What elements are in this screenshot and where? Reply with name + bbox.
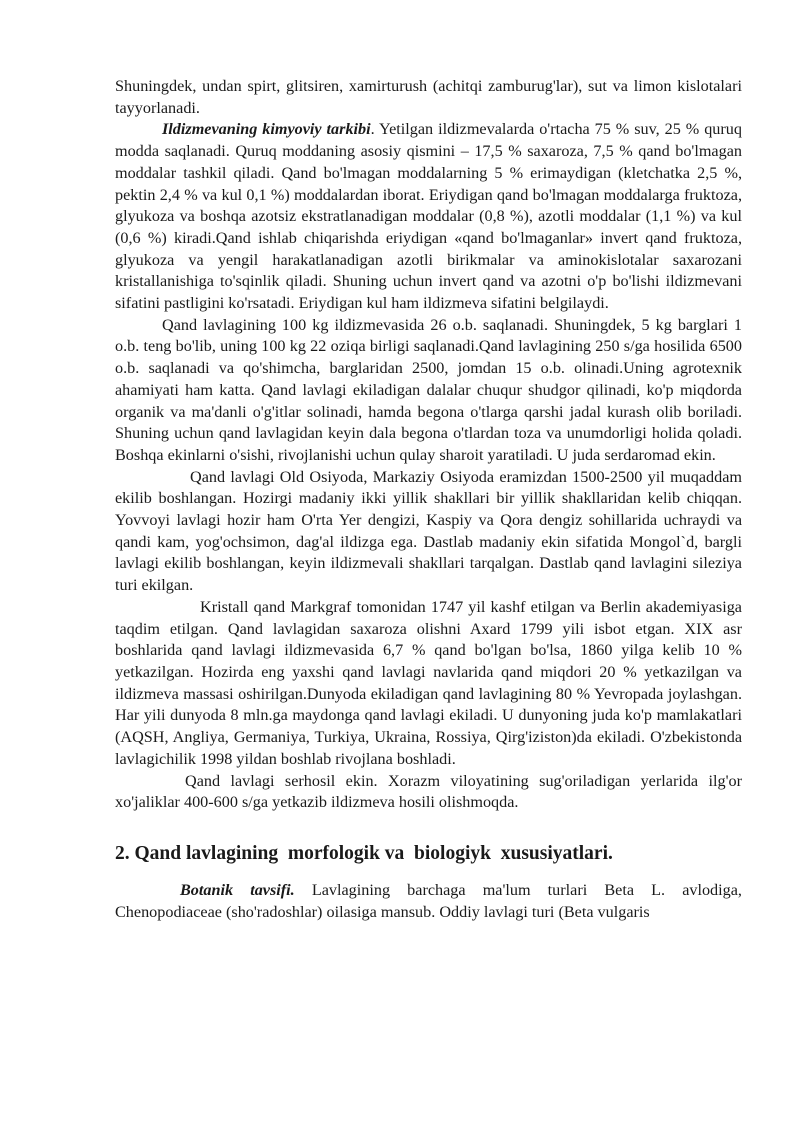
- paragraph-history: Qand lavlagi Old Osiyoda, Markaziy Osiyoda eramizdan 1500-2500 yil muqaddam ekilib boshlangan. Hozirgi madaniy ikki yillik shakllari bir yillik shakllaridan kelib chiqqan. Yovvoyi lavlagi hozir ham O'rta Yer dengizi, Kaspiy va Qora dengiz sohillarida uchraydi va qandi kam, yog'ochsimon, dag'al ildizga ega. Dastlab madaniy ekin sifatida Mongol`d, bargli lavlagi ekilib boshlangan, keyin ildizmevali shakllari tarqalgan. Dastlab qand lavlagini sileziya turi ekilgan.: [115, 467, 742, 595]
- document-page: [115, 76, 742, 923]
- paragraph-nutrition: Qand lavlagining 100 kg ildizmevasida 26 o.b. saqlanadi. Shuningdek, 5 kg barglari 1 o.b. teng bo'lib, uning 100 kg 22 oziqa birligi saqlanadi.Qand lavlagining 250 s/ga hosilida 6500 o.b. saqlanadi va qo'shimcha, barglaridan 2500, jomdan 15 o.b. olinadi.Uning agrotexnik ahamiyati ham katta. Qand lavlagi ekiladigan dalalar chuqur shudgor qilinadi, ko'p miqdorda organik va ma'danli o'g'itlar solinadi, hamda begona o'tlarga qarshi jadal kurash olib boriladi. Shuning uchun qand lavlagidan keyin dala begona o'tlardan toza va unumdorligi holida qoladi. Boshqa ekinlarni o'sishi, rivojlanishi uchun qulay sharoit yaratiladi. U juda serdaromad ekin.: [115, 315, 742, 464]
- paragraph-intro: Shuningdek, undan spirt, glitsiren, xamirturush (achitqi zamburug'lar), sut va limon kislotalari tayyorlanadi.: [115, 77, 742, 117]
- paragraph-chemical-composition: [115, 119, 742, 314]
- paragraph-body: Lavlagining barchaga ma'lum turlari Beta L. avlodiga, Chenopodiaceae (sho'radoshlar) oilasiga mansub. Oddiy lavlagi turi (Beta vulgaris: [115, 880, 742, 921]
- paragraph-botanical: [115, 880, 742, 923]
- paragraph-sugar-discovery: Kristall qand Markgraf tomonidan 1747 yil kashf etilgan va Berlin akademiyasiga taqdim etilgan. Qand lavlagidan saxaroza olishni Axard 1799 yili isbot etgan. XIX asr boshlarida qand lavlagi ildizmevasida 6,7 % qand bo'lgan bo'lsa, 1860 yilga kelib 10 % yetkazilgan. Hozirda eng yaxshi qand lavlagi navlarida qand miqdori 20 % yetkazilgan va ildizmeva massasi oshirilgan.Dunyoda ekiladigan qand lavlagining 80 % Yevropada joylashgan. Har yili dunyoda 8 mln.ga maydonga qand lavlagi ekiladi. U dunyoning juda ko'p mamlakatlari (AQSH, Angliya, Germaniya, Turkiya, Ukraina, Rossiya, Qirg'iziston)da ekiladi. O'zbekistonda lavlagichilik 1998 yildan boshlab rivojlana boshladi.: [115, 597, 742, 768]
- paragraph-body: . Yetilgan ildizmevalarda o'rtacha 75 % suv, 25 % quruq modda saqlanadi. Quruq moddaning asosiy qismini – 17,5 % saxaroza, 7,5 % qand bo'lmagan moddalar tashkil qiladi. Qand bo'lmagan moddalarning 5 % erimaydigan (kletchatka 2,5 %, pektin 2,4 % va kul 0,1 %) moddalardan iborat. Eriydigan qand bo'lmagan moddalarga fruktoza, glyukoza va boshqa azotsiz ekstratlanadigan moddalar (0,8 %), azotli moddalar (1,1 %) va kul (0,6 %) kiradi.Qand ishlab chiqarishda eriydigan «qand bo'lmaganlar» invert qand fruktoza, glyukoza va yengil harakatlanadigan azotli birikmalar va aminokislotalar saxarozani kristallanishiga to'sqinlik qiladi. Shuning uchun invert qand va azotni o'p bo'lishi ildizmevani sifatini pastligini ko'rsatadi. Eriydigan kul ham ildizmeva sifatini belgilaydi.: [115, 120, 742, 313]
- paragraph-lead-title: Botanik tavsifi.: [180, 880, 295, 899]
- paragraph-lead-title: Ildizmevaning kimyoviy tarkibi: [162, 120, 371, 139]
- section-heading: 2. Qand lavlagining morfologik va biologiyk xususiyatlari.: [115, 842, 613, 864]
- paragraph-yield: Qand lavlagi serhosil ekin. Xorazm viloyatining sug'oriladigan yerlarida ilg'or xo'jaliklar 400-600 s/ga yetkazib ildizmeva hosili olishmoqda.: [115, 771, 742, 812]
